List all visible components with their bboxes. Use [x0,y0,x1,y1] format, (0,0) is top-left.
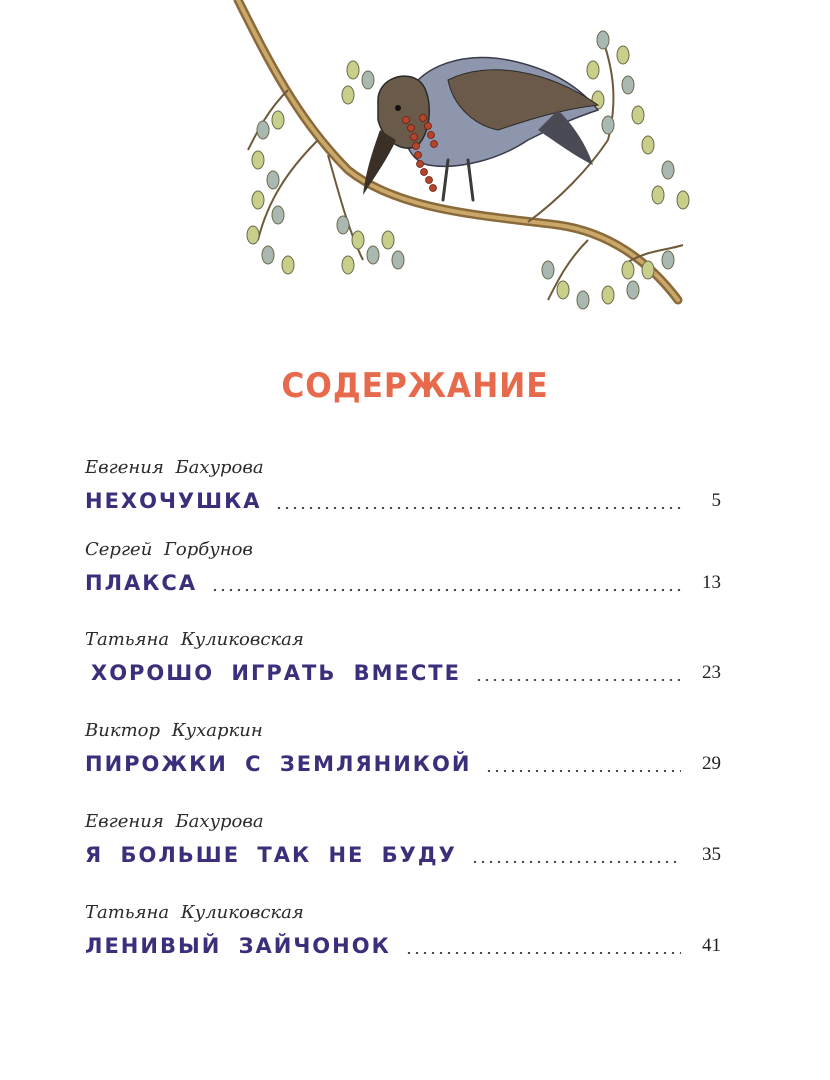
toc-page-number: 23 [702,662,721,683]
toc-story-title[interactable]: ПЛАКСА [85,571,198,595]
toc-author: Евгения Бахурова [85,811,264,832]
toc-leader-dots [471,861,681,863]
toc-author: Сергей Горбунов [85,539,253,560]
toc-line [85,930,721,960]
toc-line [85,748,721,778]
toc-page-number: 13 [702,572,721,593]
toc-author: Татьяна Куликовская [85,902,304,923]
toc-story-title[interactable]: НЕХОЧУШКА [85,489,262,513]
toc-leader-dots [485,770,681,772]
toc-story-title[interactable]: Я БОЛЬШЕ ТАК НЕ БУДУ [85,843,457,867]
toc-line [85,657,721,687]
toc-story-title[interactable]: ПИРОЖКИ С ЗЕМЛЯНИКОЙ [85,752,472,776]
crow-on-branch-icon [228,0,698,330]
toc-leader-dots [475,679,681,681]
toc-page-number: 41 [702,935,721,956]
toc-author: Евгения Бахурова [85,457,264,478]
toc-author: Виктор Кухаркин [85,720,263,741]
toc-page-number: 5 [711,490,721,511]
toc-line [85,485,721,515]
toc-author: Татьяна Куликовская [85,629,304,650]
toc-story-title[interactable]: ЛЕНИВЫЙ ЗАЙЧОНОК [85,934,391,958]
toc-line [85,567,721,597]
toc-entry[interactable] [85,902,721,972]
toc-page-number: 35 [702,844,721,865]
toc-page-number: 29 [702,753,721,774]
toc-entry[interactable] [85,539,721,609]
toc-leader-dots [211,589,681,591]
toc-entry[interactable] [85,720,721,790]
toc-entry[interactable] [85,629,721,699]
toc-title: СОДЕРЖАНИЕ [281,366,549,406]
toc-entry[interactable] [85,457,721,527]
toc-line [85,839,721,869]
toc-leader-dots [275,507,681,509]
toc-entry[interactable] [85,811,721,881]
toc-leader-dots [405,952,681,954]
toc-story-title[interactable]: ХОРОШО ИГРАТЬ ВМЕСТЕ [91,661,461,685]
